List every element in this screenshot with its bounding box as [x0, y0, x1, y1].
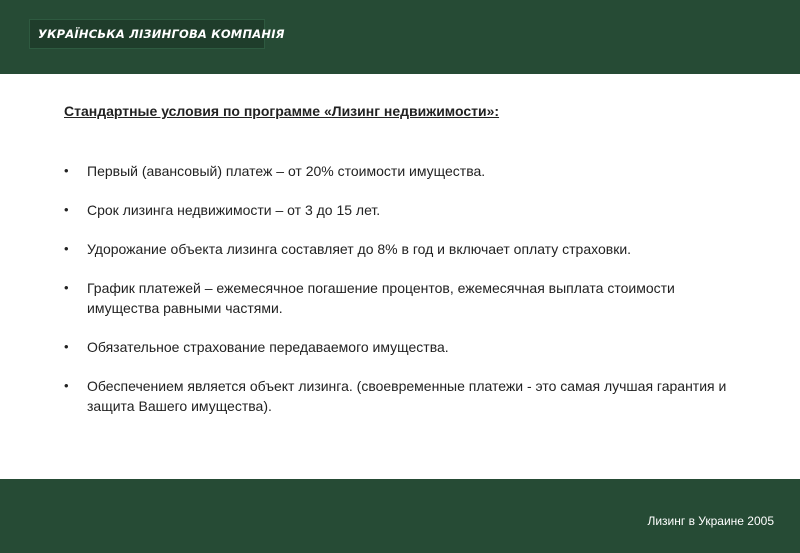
bullet-icon: •: [64, 378, 69, 393]
bullet-icon: •: [64, 202, 69, 217]
header-band: [0, 0, 800, 74]
list-item-text: Обеспечением является объект лизинга. (своевременные платежи - это самая лучшая гарантия и защита Вашего имущества).: [87, 378, 727, 414]
bullet-icon: •: [64, 163, 69, 178]
list-item-text: График платежей – ежемесячное погашение процентов, ежемесячная выплата стоимости имущества равными частями.: [87, 280, 675, 316]
company-logo: [29, 19, 285, 49]
slide-heading: Стандартные условия по программе «Лизинг недвижимости»:: [64, 103, 500, 119]
list-item-text: Срок лизинга недвижимости – от 3 до 15 лет.: [87, 202, 381, 218]
bullet-icon: •: [64, 280, 69, 295]
list-item: [64, 200, 764, 220]
list-item: [64, 376, 764, 416]
footer-text: Лизинг в Украине 2005: [647, 514, 774, 528]
list-item-text: Удорожание объекта лизинга составляет до 8% в год и включает оплату страховки.: [87, 241, 632, 257]
bullet-icon: •: [64, 339, 69, 354]
slide-content: [0, 74, 800, 479]
bullet-icon: •: [64, 241, 69, 256]
list-item-text: Первый (авансовый) платеж – от 20% стоимости имущества.: [87, 163, 486, 179]
list-item-text: Обязательное страхование передаваемого имущества.: [87, 339, 449, 355]
logo-text: УКРАЇНСЬКА ЛІЗИНГОВА КОМПАНІЯ: [38, 27, 285, 41]
list-item: [64, 337, 764, 357]
list-item: [64, 278, 724, 318]
list-item: [64, 239, 764, 259]
footer-band: [0, 479, 800, 553]
list-item: [64, 161, 764, 181]
